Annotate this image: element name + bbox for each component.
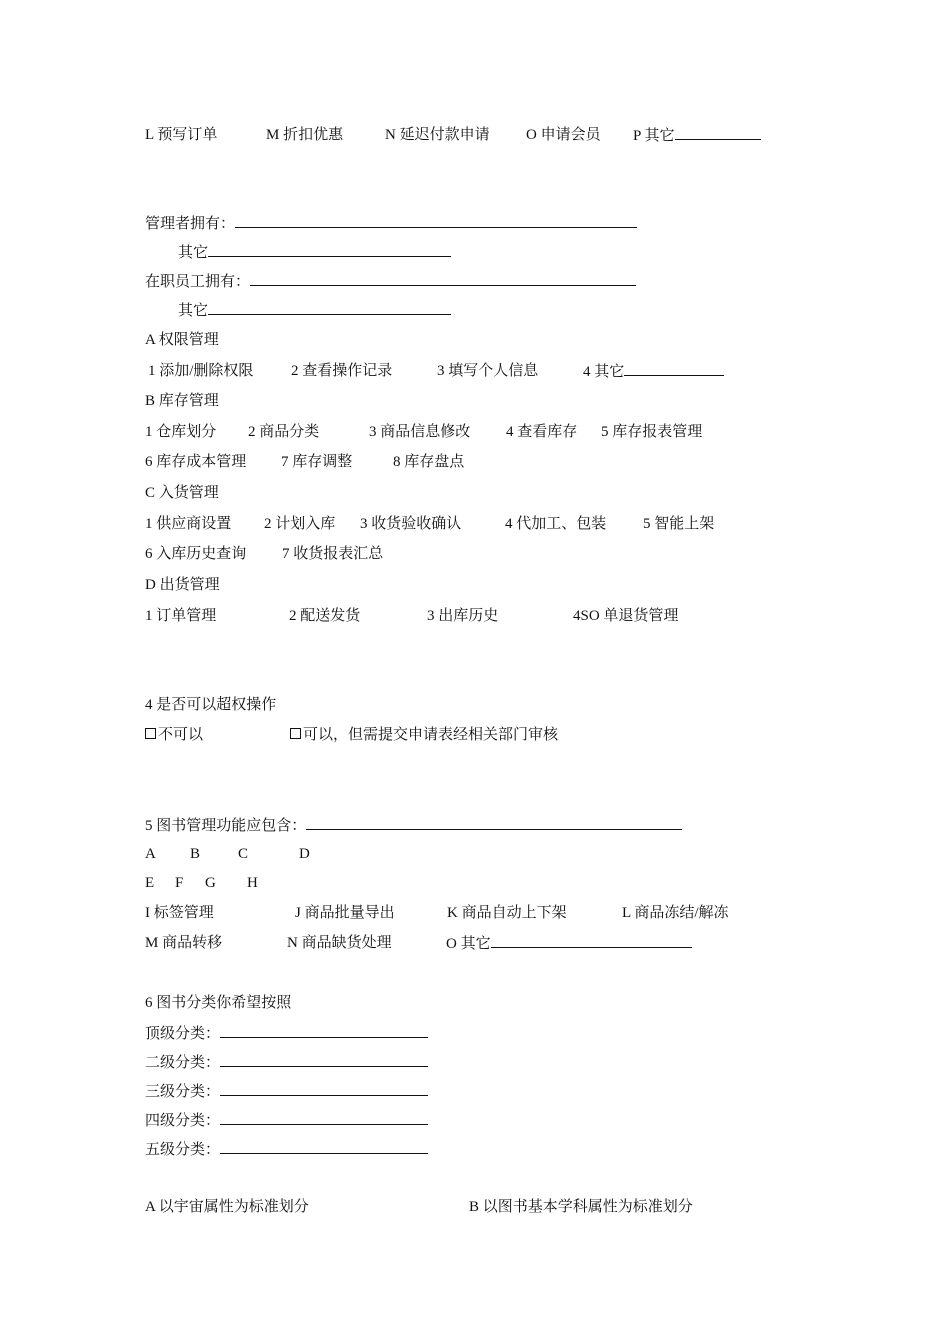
q5-opt-k: K 商品自动上下架 [447, 905, 567, 921]
section-a-item-2: 2 查看操作记录 [291, 363, 393, 379]
manager-other-blank[interactable] [208, 242, 451, 257]
q5-opt-d: D [299, 846, 310, 862]
q6-level-1 [145, 1023, 428, 1044]
checkbox-icon[interactable] [290, 728, 301, 739]
section-d-item-4: 4SO 单退货管理 [573, 608, 679, 624]
section-b-item-7: 7 库存调整 [281, 454, 353, 470]
q6-level-4-blank[interactable] [220, 1110, 428, 1125]
section-b-item-3: 3 商品信息修改 [369, 424, 471, 440]
q5-opt-a: A [145, 846, 156, 862]
q5-opt-o [446, 933, 692, 954]
q6-level-1-label: 顶级分类： [145, 1026, 221, 1042]
q6-level-4-label: 四级分类： [145, 1113, 221, 1129]
checkbox-icon[interactable] [145, 728, 156, 739]
q6-level-3-blank[interactable] [220, 1081, 428, 1096]
section-a-item-4-blank[interactable] [624, 361, 724, 376]
section-c-item-7: 7 收货报表汇总 [282, 546, 384, 562]
manager-other-line [178, 242, 451, 263]
section-c-item-5: 5 智能上架 [643, 516, 715, 532]
q5-blank[interactable] [306, 815, 682, 830]
section-b-item-1: 1 仓库划分 [145, 424, 217, 440]
staff-line [145, 271, 636, 292]
q5-opt-o-blank[interactable] [491, 933, 692, 948]
option-p [633, 125, 761, 146]
q4-option-1[interactable] [145, 725, 203, 745]
section-d-item-2: 2 配送发货 [289, 608, 361, 624]
q6-level-2-blank[interactable] [220, 1052, 428, 1067]
q5-opt-l: L 商品冻结/解冻 [622, 905, 729, 921]
q4-option-2-label: 可以，但需提交申请表经相关部门审核 [303, 727, 559, 743]
staff-blank[interactable] [250, 271, 636, 286]
q6-option-b: B 以图书基本学科属性为标准划分 [469, 1199, 693, 1215]
q5-opt-e: E [145, 875, 155, 891]
section-b-item-6: 6 库存成本管理 [145, 454, 247, 470]
q5-opt-o-label: O 其它 [446, 936, 491, 952]
section-c-item-4: 4 代加工、包装 [505, 516, 607, 532]
q5-opt-b: B [190, 846, 201, 862]
q4-option-1-label: 不可以 [158, 727, 204, 743]
option-o: O 申请会员 [526, 127, 601, 143]
q6-level-2 [145, 1052, 428, 1073]
section-c-item-2: 2 计划入库 [264, 516, 336, 532]
q6-level-2-label: 二级分类： [145, 1055, 221, 1071]
q6-level-1-blank[interactable] [220, 1023, 428, 1038]
manager-other-label: 其它 [178, 245, 209, 261]
section-c-item-1: 1 供应商设置 [145, 516, 232, 532]
option-p-blank[interactable] [675, 125, 761, 140]
q6-level-5 [145, 1139, 428, 1160]
staff-other-blank[interactable] [208, 300, 451, 315]
option-m: M 折扣优惠 [266, 127, 344, 143]
q5-opt-c: C [238, 846, 249, 862]
section-b-item-2: 2 商品分类 [248, 424, 320, 440]
staff-other-line [178, 300, 451, 321]
staff-label: 在职员工拥有： [145, 274, 251, 290]
q6-level-3-label: 三级分类： [145, 1084, 221, 1100]
section-d-item-3: 3 出库历史 [427, 608, 499, 624]
section-a-item-4-label: 4 其它 [583, 364, 625, 380]
q6-level-3 [145, 1081, 428, 1102]
section-b-item-5: 5 库存报表管理 [601, 424, 703, 440]
manager-line [145, 213, 637, 234]
q5-opt-i: I 标签管理 [145, 905, 214, 921]
section-a-item-1: 1 添加/删除权限 [148, 363, 254, 379]
section-a-item-3: 3 填写个人信息 [437, 363, 539, 379]
q6-level-5-label: 五级分类： [145, 1142, 221, 1158]
option-n: N 延迟付款申请 [385, 127, 490, 143]
q6-level-5-blank[interactable] [220, 1139, 428, 1154]
section-d-title: D 出货管理 [145, 577, 220, 593]
q6-title: 6 图书分类你希望按照 [145, 995, 292, 1011]
section-c-item-6: 6 入库历史查询 [145, 546, 247, 562]
q5-opt-g: G [205, 875, 216, 891]
staff-other-label: 其它 [178, 303, 209, 319]
q5-title: 5 图书管理功能应包含： [145, 818, 307, 834]
q5-title-line [145, 815, 682, 836]
q5-opt-f: F [175, 875, 184, 891]
q5-opt-h: H [247, 875, 258, 891]
option-p-label: P 其它 [633, 128, 675, 144]
q5-opt-m: M 商品转移 [145, 935, 223, 951]
section-a-item-4 [583, 361, 724, 382]
q5-opt-j: J 商品批量导出 [295, 905, 395, 921]
section-b-item-4: 4 查看库存 [506, 424, 578, 440]
q6-option-a: A 以宇宙属性为标准划分 [145, 1199, 309, 1215]
section-a-title: A 权限管理 [145, 332, 219, 348]
section-c-item-3: 3 收货验收确认 [360, 516, 462, 532]
section-b-title: B 库存管理 [145, 393, 219, 409]
q5-opt-n: N 商品缺货处理 [287, 935, 392, 951]
section-c-title: C 入货管理 [145, 485, 219, 501]
manager-blank[interactable] [235, 213, 637, 228]
q6-level-4 [145, 1110, 428, 1131]
q4-title: 4 是否可以超权操作 [145, 697, 277, 713]
section-b-item-8: 8 库存盘点 [393, 454, 465, 470]
option-l: L 预写订单 [145, 127, 218, 143]
q4-option-2[interactable] [290, 725, 558, 745]
section-d-item-1: 1 订单管理 [145, 608, 217, 624]
manager-label: 管理者拥有： [145, 216, 236, 232]
